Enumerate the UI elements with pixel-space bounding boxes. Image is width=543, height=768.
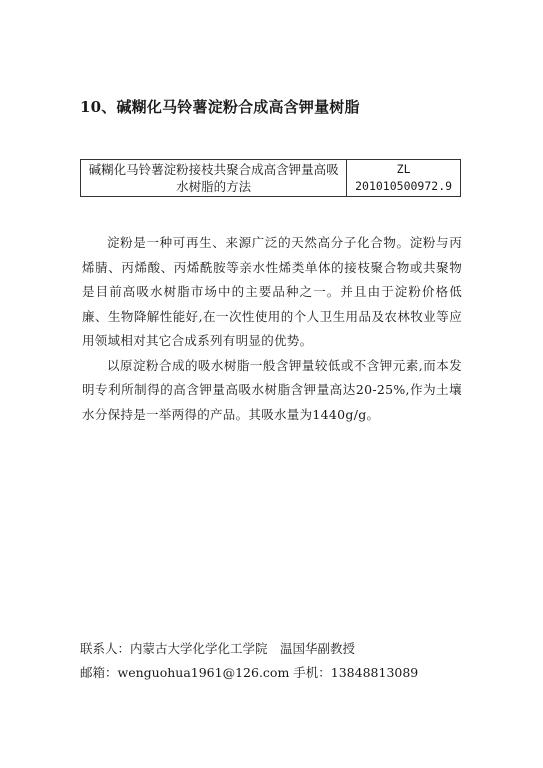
patent-number-cell (347, 160, 461, 197)
contact-email-phone: 邮箱：wenguohua1961@126.com 手机：13848813089 (80, 665, 419, 680)
body-text (82, 231, 462, 427)
page-title: 10、碱糊化马铃薯淀粉合成高含钾量树脂 (80, 98, 360, 116)
patent-row (81, 160, 461, 197)
paragraph-1: 淀粉是一种可再生、来源广泛的天然高分子化合物。淀粉与丙烯腈、丙烯酸、丙烯酰胺等亲水性烯类单体的接枝聚合物或共聚物是目前高吸水树脂市场中的主要品种之一。并且由于淀粉价格低廉、生物降解性能好,在一次性使用的个人卫生用品及农林牧业等应用领域相对其它合成系列有明显的优势。 (82, 235, 462, 348)
patent-name-cell: 碱糊化马铃薯淀粉接枝共聚合成高含钾量高吸水树脂的方法 (81, 160, 347, 197)
patent-number: 201010500972.9 (355, 179, 453, 193)
patent-table (80, 159, 461, 197)
patent-number-prefix: ZL (396, 162, 411, 176)
contact-person: 联系人：内蒙古大学化学化工学院 温国华副教授 (80, 641, 356, 656)
contact-block (80, 637, 418, 685)
paragraph-2: 以原淀粉合成的吸水树脂一般含钾量较低或不含钾元素,而本发明专利所制得的高含钾量高吸水树脂含钾量高达20-25%,作为土壤水分保持是一举两得的产品。其吸水量为1440g/g。 (82, 357, 462, 422)
